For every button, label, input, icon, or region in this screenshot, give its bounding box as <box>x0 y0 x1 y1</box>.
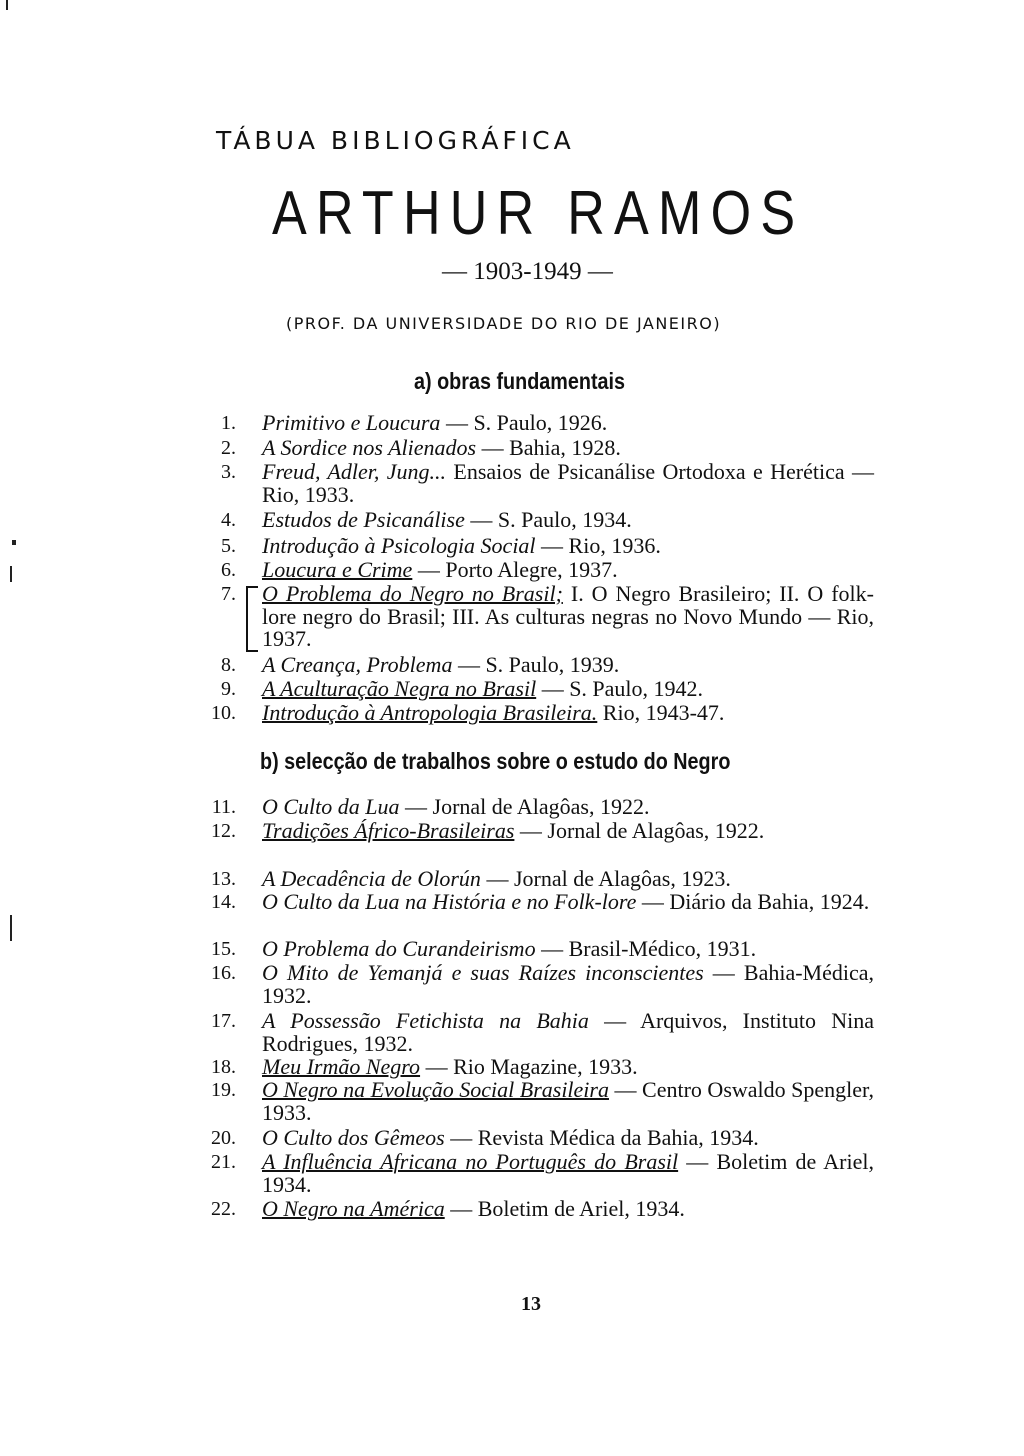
handwritten-bracket <box>246 586 258 652</box>
entry-text <box>262 702 874 725</box>
entry-text <box>262 535 874 558</box>
entry-text <box>262 583 874 651</box>
entry-text <box>262 938 874 961</box>
entry-text <box>262 820 874 843</box>
entry-details: I. O Negro Brasileiro; II. O folk-lore negro do Brasil; III. As culturas negras no Novo Mundo — Rio, 1937. <box>262 581 874 651</box>
entry-number: 17. <box>211 1010 236 1032</box>
entry-text <box>262 796 874 819</box>
section-b-title: b) selecção de trabalhos sobre o estudo do Negro <box>260 748 731 774</box>
entry-number: 8. <box>221 654 236 676</box>
entry-details: — Rio Magazine, 1933. <box>420 1054 638 1079</box>
entry-number: 12. <box>211 820 236 842</box>
entry-title: O Culto da Lua na História e no Folk-lore <box>262 889 637 914</box>
entry-title: O Culto da Lua <box>262 794 400 819</box>
entry-details: — Porto Alegre, 1937. <box>412 557 618 582</box>
entry-number: 2. <box>221 437 236 459</box>
scan-speck <box>10 915 12 941</box>
entry-title: Primitivo e Loucura <box>262 410 441 435</box>
entry-details: — S. Paulo, 1939. <box>452 652 620 677</box>
series-title: TÁBUA BIBLIOGRÁFICA <box>216 126 575 155</box>
entry-title: O Problema do Negro no Brasil; <box>262 581 563 606</box>
entry-title: Estudos de Psicanálise <box>262 507 465 532</box>
entry-text <box>262 1198 874 1221</box>
entry-title: O Negro na Evolução Social Brasileira <box>262 1077 609 1102</box>
entry-text <box>262 1151 874 1196</box>
entry-details: — S. Paulo, 1934. <box>464 507 632 532</box>
entry-number: 19. <box>211 1079 236 1101</box>
entry-number: 22. <box>211 1198 236 1220</box>
entry-title: O Culto dos Gêmeos <box>262 1125 445 1150</box>
entry-details: — Boletim de Ariel, 1934. <box>444 1196 685 1221</box>
entry-details: — Rio, 1936. <box>535 533 661 558</box>
entry-text <box>262 1056 874 1079</box>
author-years: — 1903-1949 — <box>442 258 613 285</box>
entry-details: — Diário da Bahia, 1924. <box>636 889 870 914</box>
entry-number: 18. <box>211 1056 236 1078</box>
entry-title: A Creança, Problema <box>262 652 453 677</box>
entry-title: A Aculturação Negra no Brasil <box>262 676 537 701</box>
entry-details: — Revista Médica da Bahia, 1934. <box>444 1125 759 1150</box>
page-number: 13 <box>521 1293 541 1315</box>
entry-number: 20. <box>211 1127 236 1149</box>
entry-text <box>262 1079 874 1124</box>
entry-title: O Negro na América <box>262 1196 445 1221</box>
entry-details: Ensaios de Psicanálise Ortodoxa e Herética — Rio, 1933. <box>262 459 874 507</box>
entry-details: — Boletim de Ariel, 1934. <box>262 1149 874 1197</box>
entry-number: 14. <box>211 891 236 913</box>
entry-number: 4. <box>221 509 236 531</box>
entry-text <box>262 654 874 677</box>
entry-text <box>262 437 874 460</box>
entry-title: Introdução à Antropologia Brasileira. <box>262 700 598 725</box>
entry-details: — Arquivos, Instituto Nina Rodrigues, 1932. <box>262 1008 874 1056</box>
entry-details: — Centro Oswaldo Spengler, 1933. <box>262 1077 874 1125</box>
entry-details: — Jornal de Alagôas, 1923. <box>480 866 731 891</box>
entry-details: — Bahia, 1928. <box>476 435 621 460</box>
entry-title: Tradições Áfrico-Brasileiras <box>262 818 515 843</box>
entry-number: 15. <box>211 938 236 960</box>
entry-number: 7. <box>221 583 236 605</box>
entry-title: O Problema do Curandeirismo <box>262 936 536 961</box>
entry-details: — S. Paulo, 1926. <box>440 410 608 435</box>
entry-number: 1. <box>221 412 236 434</box>
entry-title: A Influência Africana no Português do Brasil <box>262 1149 679 1174</box>
entry-number: 3. <box>221 461 236 483</box>
entry-number: 16. <box>211 962 236 984</box>
entry-number: 21. <box>211 1151 236 1173</box>
entry-details: — Bahia-Médica, 1932. <box>262 960 875 1008</box>
entry-details: — Jornal de Alagôas, 1922. <box>399 794 650 819</box>
scan-speck <box>6 0 8 10</box>
entry-text <box>262 412 874 435</box>
entry-title: A Possessão Fetichista na Bahia <box>262 1008 589 1033</box>
entry-text <box>262 1010 874 1055</box>
entry-number: 6. <box>221 559 236 581</box>
author-name: ARTHUR RAMOS <box>272 179 805 248</box>
section-a-title: a) obras fundamentais <box>414 368 626 394</box>
scan-speck <box>12 540 16 545</box>
entry-title: Introdução à Psicologia Social <box>262 533 536 558</box>
scan-speck <box>10 566 12 582</box>
entry-details: — Jornal de Alagôas, 1922. <box>514 818 765 843</box>
entry-number: 13. <box>211 868 236 890</box>
author-affiliation: (PROF. DA UNIVERSIDADE DO RIO DE JANEIRO) <box>286 314 722 333</box>
entry-text <box>262 678 874 701</box>
entry-text <box>262 1127 874 1150</box>
entry-title: Loucura e Crime <box>262 557 413 582</box>
entry-text <box>262 962 874 1007</box>
entry-text <box>262 509 874 532</box>
entry-number: 11. <box>211 796 236 818</box>
entry-number: 9. <box>221 678 236 700</box>
entry-text <box>262 868 874 891</box>
entry-title: A Decadência de Olorún <box>262 866 481 891</box>
entry-text <box>262 461 874 506</box>
entry-details: — Brasil-Médico, 1931. <box>535 936 757 961</box>
entry-title: A Sordice nos Alienados <box>262 435 477 460</box>
entry-text <box>262 891 874 914</box>
entry-title: Freud, Adler, Jung... <box>262 459 447 484</box>
entry-number: 5. <box>221 535 236 557</box>
entry-title: O Mito de Yemanjá e suas Raízes inconscientes <box>262 960 704 985</box>
entry-details: Rio, 1943-47. <box>597 700 725 725</box>
entry-text <box>262 559 874 582</box>
entry-details: — S. Paulo, 1942. <box>536 676 704 701</box>
entry-number: 10. <box>211 702 236 724</box>
entry-title: Meu Irmão Negro <box>262 1054 421 1079</box>
